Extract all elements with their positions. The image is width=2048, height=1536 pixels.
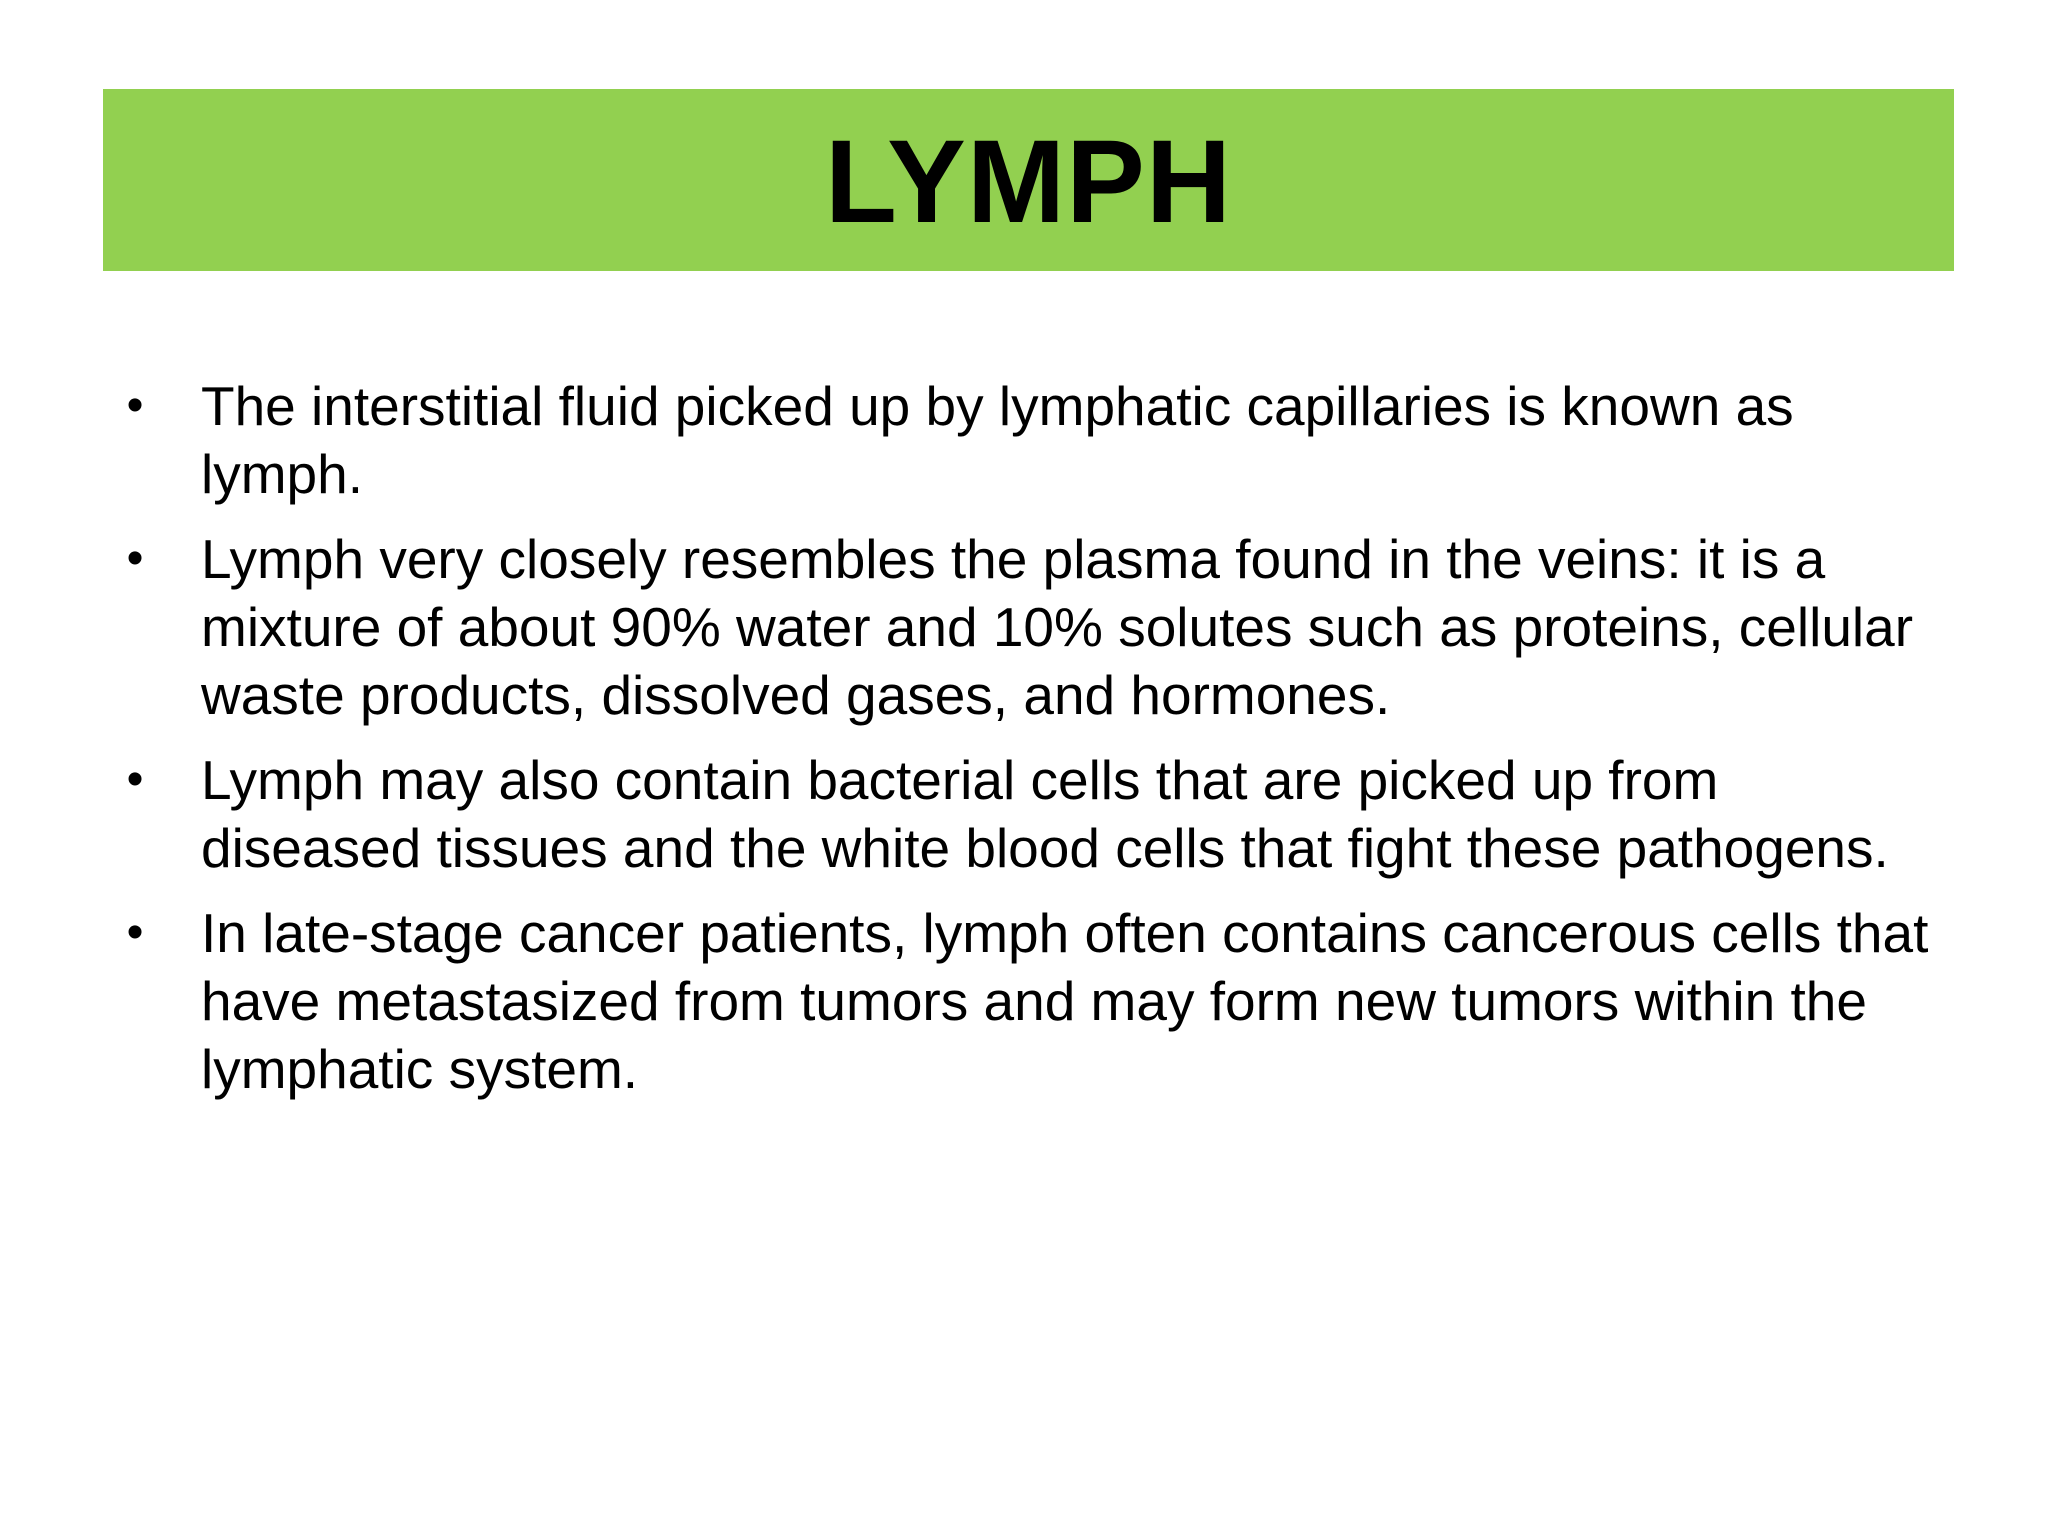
slide-title: LYMPH bbox=[824, 116, 1233, 248]
bullet-item bbox=[120, 372, 1940, 508]
title-bar bbox=[103, 89, 1954, 271]
bullet-icon: • bbox=[126, 532, 144, 585]
bullet-icon: • bbox=[126, 906, 144, 959]
bullet-text: Lymph very closely resembles the plasma found in the veins: it is a mixture of about 90% water and 10% solutes such as proteins, cellular waste products, dissolved gases, and hormones. bbox=[201, 528, 1914, 726]
bullet-item bbox=[120, 525, 1940, 729]
bullet-text: Lymph may also contain bacterial cells that are picked up from diseased tissues and the white blood cells that fight these pathogens. bbox=[201, 749, 1889, 879]
bullet-item bbox=[120, 899, 1940, 1103]
bullet-list bbox=[120, 372, 1940, 1120]
bullet-text: The interstitial fluid picked up by lymphatic capillaries is known as lymph. bbox=[201, 375, 1794, 505]
bullet-icon: • bbox=[126, 753, 144, 806]
bullet-item bbox=[120, 746, 1940, 882]
bullet-text: In late-stage cancer patients, lymph often contains cancerous cells that have metastasized from tumors and may form new tumors within the lymphatic system. bbox=[201, 902, 1929, 1100]
bullet-icon: • bbox=[126, 379, 144, 432]
